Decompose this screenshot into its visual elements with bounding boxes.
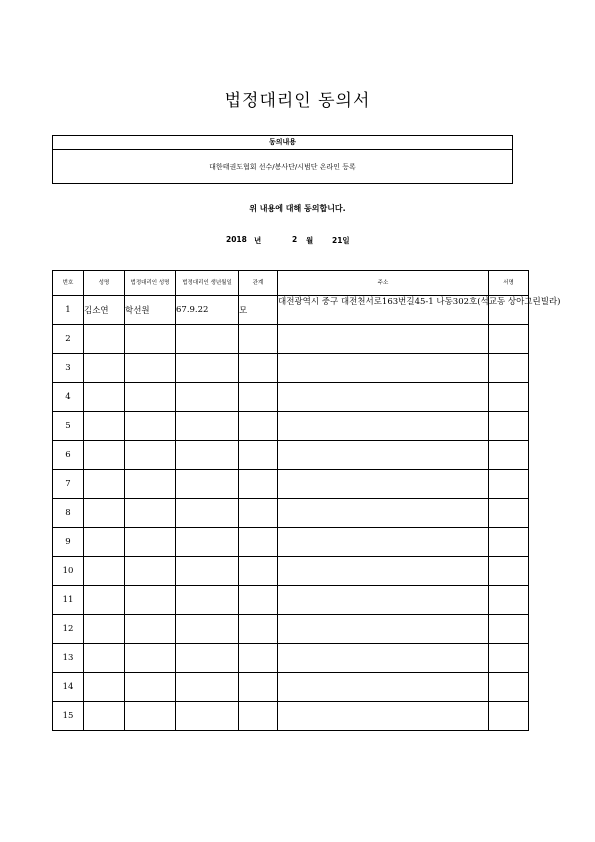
table-row [53, 586, 529, 615]
row-signature[interactable] [489, 412, 529, 441]
row-signature[interactable] [489, 325, 529, 354]
row-address[interactable] [278, 383, 489, 412]
row-guardian-name[interactable] [125, 586, 176, 615]
row-guardian-birthdate[interactable] [176, 325, 239, 354]
row-relation[interactable] [239, 615, 278, 644]
row-number: 7 [53, 470, 84, 499]
row-guardian-birthdate[interactable] [176, 528, 239, 557]
header-guardian-birthdate: 법정대리인 생년월일 [176, 271, 239, 296]
table-row [53, 354, 529, 383]
row-relation[interactable] [239, 354, 278, 383]
row-name[interactable] [84, 673, 125, 702]
row-relation[interactable] [239, 470, 278, 499]
header-name: 성명 [84, 271, 125, 296]
table-row [53, 499, 529, 528]
row-relation[interactable] [239, 557, 278, 586]
row-number: 1 [53, 296, 84, 325]
row-address[interactable] [278, 441, 489, 470]
date-month: 2 [292, 235, 298, 244]
row-name[interactable] [84, 412, 125, 441]
table-row [53, 615, 529, 644]
row-guardian-birthdate[interactable] [176, 615, 239, 644]
row-number: 13 [53, 644, 84, 673]
row-number: 14 [53, 673, 84, 702]
row-number: 6 [53, 441, 84, 470]
row-guardian-name[interactable] [125, 383, 176, 412]
row-guardian-name[interactable] [125, 441, 176, 470]
row-signature[interactable] [489, 644, 529, 673]
row-guardian-birthdate[interactable] [176, 441, 239, 470]
date-day: 21일 [332, 236, 350, 245]
row-guardian-birthdate[interactable] [176, 354, 239, 383]
row-address[interactable] [278, 673, 489, 702]
guardian-table [52, 270, 561, 731]
row-guardian-name[interactable] [125, 615, 176, 644]
row-address[interactable]: 대전광역시 중구 대전천서로163번길45-1 나동302호(석교동 상아그린빌라) [278, 296, 489, 325]
row-guardian-name[interactable] [125, 528, 176, 557]
row-relation[interactable] [239, 644, 278, 673]
row-relation[interactable]: 모 [239, 296, 278, 325]
row-relation[interactable] [239, 528, 278, 557]
row-guardian-birthdate[interactable] [176, 557, 239, 586]
row-relation[interactable] [239, 383, 278, 412]
row-address[interactable] [278, 412, 489, 441]
row-guardian-birthdate[interactable] [176, 644, 239, 673]
date-year: 2018 [226, 235, 247, 244]
row-name[interactable]: 김소연 [84, 296, 125, 325]
row-guardian-name[interactable] [125, 644, 176, 673]
row-number: 9 [53, 528, 84, 557]
row-signature[interactable] [489, 470, 529, 499]
header-relation: 관계 [239, 271, 278, 296]
row-guardian-birthdate[interactable]: 67.9.22 [176, 296, 239, 325]
row-address[interactable] [278, 702, 489, 731]
row-number: 11 [53, 586, 84, 615]
row-signature[interactable] [489, 702, 529, 731]
row-name[interactable] [84, 325, 125, 354]
row-relation[interactable] [239, 441, 278, 470]
row-name[interactable] [84, 557, 125, 586]
row-guardian-name[interactable] [125, 673, 176, 702]
row-guardian-name[interactable] [125, 412, 176, 441]
row-address[interactable] [278, 586, 489, 615]
row-address[interactable] [278, 644, 489, 673]
row-name[interactable] [84, 383, 125, 412]
row-address[interactable] [278, 325, 489, 354]
table-row [53, 441, 529, 470]
row-signature[interactable] [489, 557, 529, 586]
row-address[interactable] [278, 499, 489, 528]
table-row [53, 412, 529, 441]
row-signature[interactable] [489, 528, 529, 557]
row-name[interactable] [84, 354, 125, 383]
row-number: 5 [53, 412, 84, 441]
row-address[interactable] [278, 470, 489, 499]
row-address[interactable] [278, 528, 489, 557]
row-name[interactable] [84, 702, 125, 731]
row-name[interactable] [84, 470, 125, 499]
row-relation[interactable] [239, 586, 278, 615]
consent-box [52, 135, 513, 184]
row-guardian-birthdate[interactable] [176, 499, 239, 528]
row-address[interactable] [278, 615, 489, 644]
table-row [53, 673, 529, 702]
row-signature[interactable] [489, 615, 529, 644]
row-guardian-name[interactable] [125, 557, 176, 586]
row-guardian-birthdate[interactable] [176, 412, 239, 441]
row-relation[interactable] [239, 499, 278, 528]
document-title: 법정대리인 동의서 [224, 91, 371, 111]
row-name[interactable] [84, 586, 125, 615]
row-number: 15 [53, 702, 84, 731]
row-number: 4 [53, 383, 84, 412]
row-signature[interactable] [489, 673, 529, 702]
row-guardian-birthdate[interactable] [176, 470, 239, 499]
consent-text: 대한태권도협회 선수/봉사단/시범단 온라인 등록 [209, 163, 356, 171]
row-signature[interactable] [489, 383, 529, 412]
date-year-unit: 년 [254, 236, 262, 245]
row-name[interactable] [84, 499, 125, 528]
row-signature[interactable] [489, 499, 529, 528]
row-number: 8 [53, 499, 84, 528]
date-month-unit: 월 [306, 236, 314, 245]
row-relation[interactable] [239, 702, 278, 731]
row-number: 10 [53, 557, 84, 586]
row-address[interactable] [278, 354, 489, 383]
header-signature: 서명 [489, 271, 529, 296]
table-row [53, 528, 529, 557]
row-guardian-birthdate[interactable] [176, 702, 239, 731]
row-guardian-birthdate[interactable] [176, 383, 239, 412]
table-row [53, 470, 529, 499]
row-signature[interactable] [489, 586, 529, 615]
row-relation[interactable] [239, 325, 278, 354]
table-row [53, 644, 529, 673]
header-guardian-name: 법정대리인 성명 [125, 271, 176, 296]
table-row [53, 557, 529, 586]
row-signature[interactable] [489, 354, 529, 383]
row-guardian-birthdate[interactable] [176, 586, 239, 615]
row-guardian-birthdate[interactable] [176, 673, 239, 702]
row-number: 12 [53, 615, 84, 644]
row-number: 3 [53, 354, 84, 383]
row-name[interactable] [84, 441, 125, 470]
table-row [53, 325, 529, 354]
row-guardian-name[interactable] [125, 499, 176, 528]
row-guardian-name[interactable] [125, 325, 176, 354]
row-address[interactable] [278, 557, 489, 586]
consent-header: 동의내용 [53, 136, 512, 150]
row-name[interactable] [84, 615, 125, 644]
header-number: 번호 [53, 271, 84, 296]
row-name[interactable] [84, 528, 125, 557]
row-name[interactable] [84, 644, 125, 673]
row-relation[interactable] [239, 412, 278, 441]
row-relation[interactable] [239, 673, 278, 702]
agree-statement: 위 내용에 대해 동의합니다. [249, 204, 346, 213]
row-guardian-name[interactable] [125, 470, 176, 499]
table-row [53, 296, 529, 325]
row-guardian-name[interactable] [125, 702, 176, 731]
row-guardian-name[interactable] [125, 354, 176, 383]
row-signature[interactable] [489, 441, 529, 470]
header-address: 주소 [278, 271, 489, 296]
table-header-row [53, 271, 529, 296]
row-number: 2 [53, 325, 84, 354]
table-row [53, 702, 529, 731]
row-guardian-name[interactable]: 학선원 [125, 296, 176, 325]
table-row [53, 383, 529, 412]
